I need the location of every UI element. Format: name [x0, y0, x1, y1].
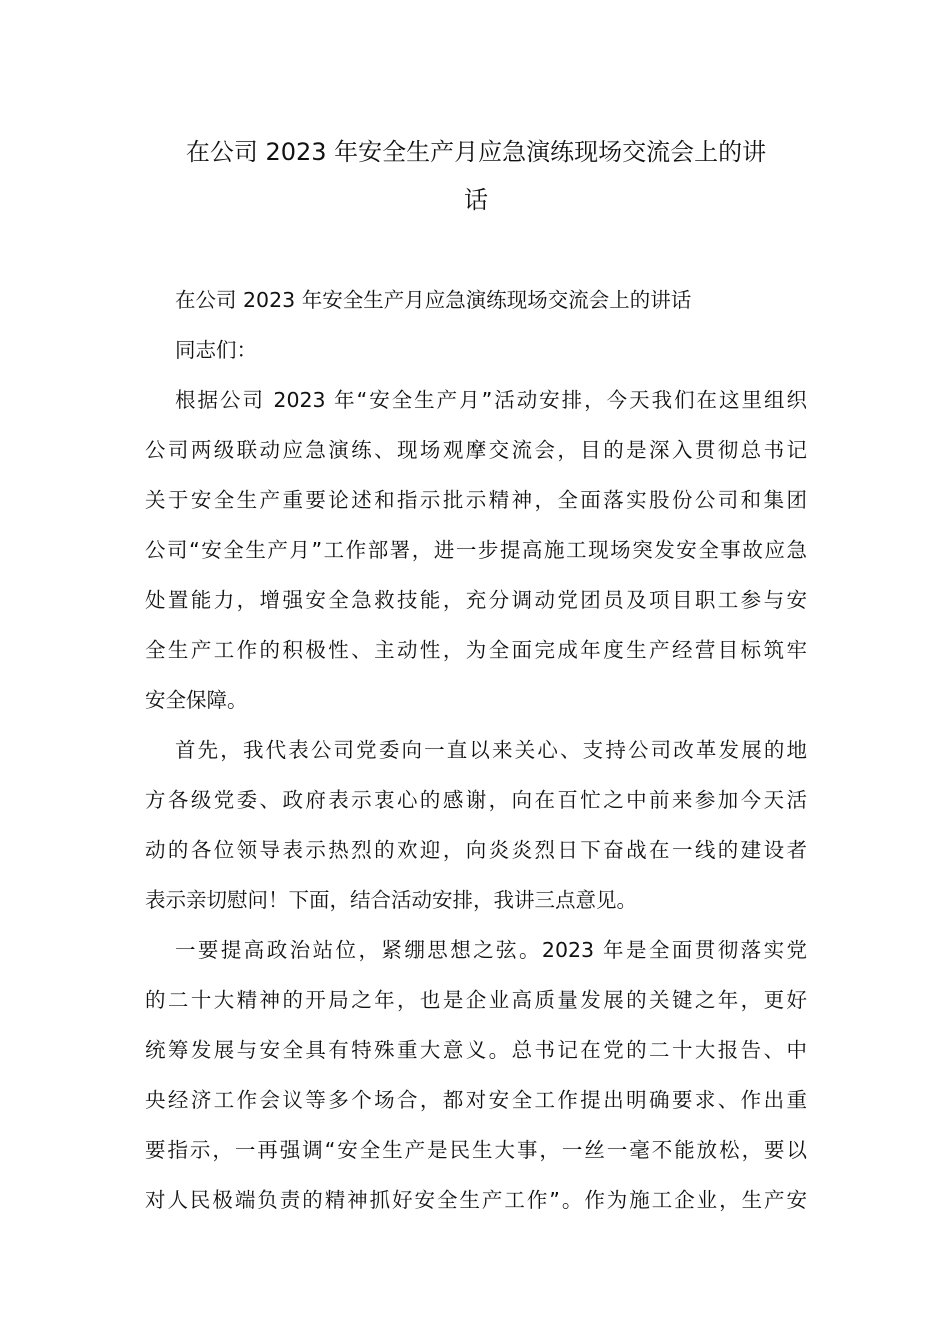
- paragraph-2: [145, 725, 807, 925]
- paragraph-line: 处置能力，增强安全急救技能，充分调动党团员及项目职工参与安: [145, 588, 807, 612]
- paragraph-line: 公司“安全生产月”工作部署，进一步提高施工现场突发安全事故应急: [145, 538, 807, 562]
- paragraph-line: 方各级党委、政府表示衷心的感谢，向在百忙之中前来参加今天活: [145, 788, 807, 812]
- paragraph-line: 表示亲切慰问！下面，结合活动安排，我讲三点意见。: [145, 888, 637, 912]
- paragraph-3: [145, 925, 807, 1225]
- paragraph-line: 动的各位领导表示热烈的欢迎，向炎炎烈日下奋战在一线的建设者: [145, 838, 807, 862]
- paragraph-line: 一要提高政治站位，紧绷思想之弦。2023 年是全面贯彻落实党: [175, 938, 807, 962]
- greeting-line: 同志们：: [175, 338, 257, 362]
- document-body: [145, 275, 807, 1225]
- paragraph-line: 公司两级联动应急演练、现场观摩交流会，目的是深入贯彻总书记: [145, 438, 807, 462]
- paragraph-line: 根据公司 2023 年“安全生产月”活动安排，今天我们在这里组织: [175, 388, 807, 412]
- paragraph-line: 关于安全生产重要论述和指示批示精神，全面落实股份公司和集团: [145, 488, 807, 512]
- paragraph-line: 安全保障。: [145, 688, 248, 712]
- subtitle-line: 在公司 2023 年安全生产月应急演练现场交流会上的讲话: [175, 288, 692, 312]
- paragraph-line: 对人民极端负责的精神抓好安全生产工作”。作为施工企业，生产安: [145, 1188, 807, 1212]
- paragraph-line: 的二十大精神的开局之年，也是企业高质量发展的关键之年，更好: [145, 988, 807, 1012]
- paragraph-line: 首先，我代表公司党委向一直以来关心、支持公司改革发展的地: [175, 738, 807, 762]
- paragraph-line: 全生产工作的积极性、主动性，为全面完成年度生产经营目标筑牢: [145, 638, 807, 662]
- paragraph-line: 央经济工作会议等多个场合，都对安全工作提出明确要求、作出重: [145, 1088, 807, 1112]
- title-line-1: 在公司 2023 年安全生产月应急演练现场交流会上的讲: [185, 138, 767, 166]
- document-title: [145, 128, 807, 224]
- title-line-2: 话: [464, 186, 488, 214]
- paragraph-line: 要指示，一再强调“安全生产是民生大事，一丝一毫不能放松，要以: [145, 1138, 807, 1162]
- paragraph-line: 统筹发展与安全具有特殊重大意义。总书记在党的二十大报告、中: [145, 1038, 807, 1062]
- paragraph-1: [145, 375, 807, 725]
